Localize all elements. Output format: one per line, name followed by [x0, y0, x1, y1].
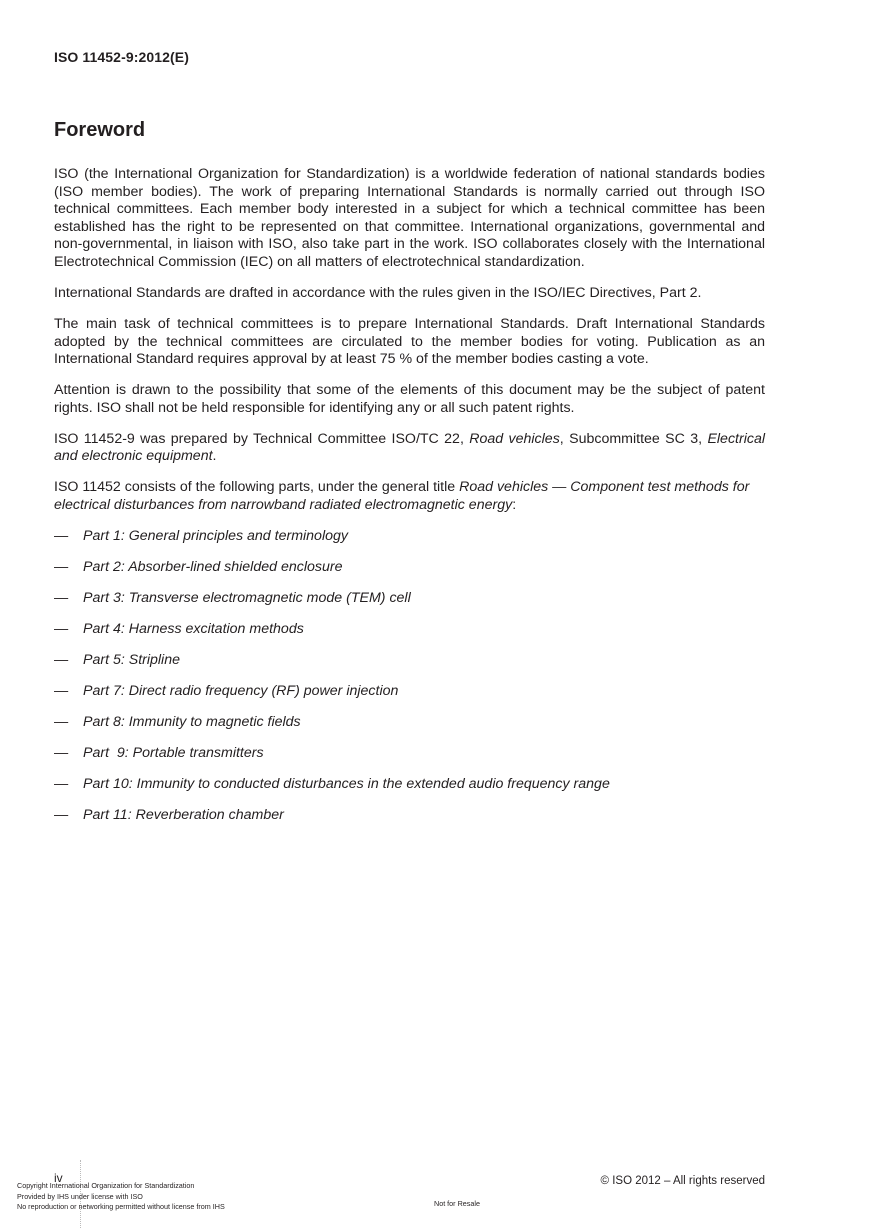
list-item [54, 621, 765, 639]
list-dash: — [54, 682, 69, 699]
document-id-header: ISO 11452-9:2012(E) [54, 49, 189, 65]
prepared-by-subcommittee: , Subcommittee SC 3, [559, 430, 708, 447]
part-title: Part 10: Immunity to conducted disturbances in the extended audio frequency range [83, 775, 610, 792]
part-title: Part 4: Harness excitation methods [83, 620, 304, 637]
list-dash: — [54, 713, 69, 730]
license-line: No reproduction or networking permitted without license from IHS [17, 1202, 225, 1212]
list-dash: — [54, 775, 69, 792]
paragraph-directives: International Standards are drafted in accordance with the rules given in the ISO/IEC Directives, Part 2. [54, 284, 702, 301]
paragraph-technical-committees: The main task of technical committees is to prepare International Standards. Draft International Standards adopted by the technical committees are circulated to the member bodies for voting. Publication as an International Standard requires approval by at least 75 % of the member bodies casting a vote. [54, 315, 765, 368]
list-dash: — [54, 558, 69, 575]
general-title: Road vehicles — Component test methods for electrical disturbances from narrowband radiated electromagnetic energy [54, 479, 750, 513]
list-item [54, 776, 765, 794]
subcommittee-title: Electrical and electronic equipment [54, 430, 765, 465]
license-line: Copyright International Organization for Standardization [17, 1181, 195, 1190]
list-dash: — [54, 744, 69, 761]
part-title: Part 5: Stripline [83, 651, 180, 668]
list-item [54, 559, 765, 577]
not-for-resale-label: Not for Resale [434, 1199, 480, 1208]
paragraph-iso-intro: ISO (the International Organization for Standardization) is a worldwide federation of national standards bodies (ISO member bodies). The work of preparing International Standards is normally carried out through ISO technical committees. Each member body interested in a subject for which a technical committee has been established has the right to be represented on that committee. International organizations, governmental and non-governmental, in liaison with ISO, also take part in the work. ISO collaborates closely with the International Electrotechnical Commission (IEC) on all matters of electrotechnical standardization. [54, 166, 765, 270]
paragraph-prepared-by [54, 431, 765, 466]
list-item [54, 590, 765, 608]
part-title: Part 3: Transverse electromagnetic mode (TEM) cell [83, 589, 411, 606]
list-item [54, 652, 765, 670]
prepared-by-text: ISO 11452-9 was prepared by Technical Committee ISO/TC 22, [54, 430, 470, 447]
list-item [54, 745, 765, 763]
parts-intro-text: ISO 11452 consists of the following parts, under the general title [54, 479, 460, 496]
license-line: Provided by IHS under license with ISO [17, 1191, 143, 1201]
list-item [54, 807, 765, 825]
part-title: Part 11: Reverberation chamber [83, 806, 284, 823]
copyright-notice: © ISO 2012 – All rights reserved [600, 1175, 765, 1187]
section-title: Foreword [54, 119, 146, 141]
prepared-by-end: . [212, 448, 217, 465]
list-dash: — [54, 620, 69, 637]
list-dash: — [54, 589, 69, 606]
part-title: Part 9: Portable transmitters [83, 744, 264, 761]
list-dash: — [54, 806, 69, 823]
license-notice [17, 1181, 225, 1213]
list-item [54, 528, 765, 546]
committee-title: Road vehicles [469, 430, 560, 447]
list-item [54, 683, 765, 701]
part-title: Part 7: Direct radio frequency (RF) power injection [83, 682, 399, 699]
list-dash: — [54, 651, 69, 668]
part-title: Part 1: General principles and terminology [83, 527, 348, 544]
paragraph-parts-intro [54, 479, 765, 514]
part-title: Part 2: Absorber-lined shielded enclosure [83, 558, 343, 575]
part-title: Part 8: Immunity to magnetic fields [83, 713, 301, 730]
parts-list [54, 528, 765, 824]
parts-intro-colon: : [512, 496, 517, 513]
foreword-body [54, 166, 765, 838]
paragraph-patent-rights: Attention is drawn to the possibility that some of the elements of this document may be the subject of patent rights. ISO shall not be held responsible for identifying any or all such patent rights. [54, 382, 765, 416]
list-dash: — [54, 527, 69, 544]
list-item [54, 714, 765, 732]
page-number: iv [54, 1171, 63, 1185]
